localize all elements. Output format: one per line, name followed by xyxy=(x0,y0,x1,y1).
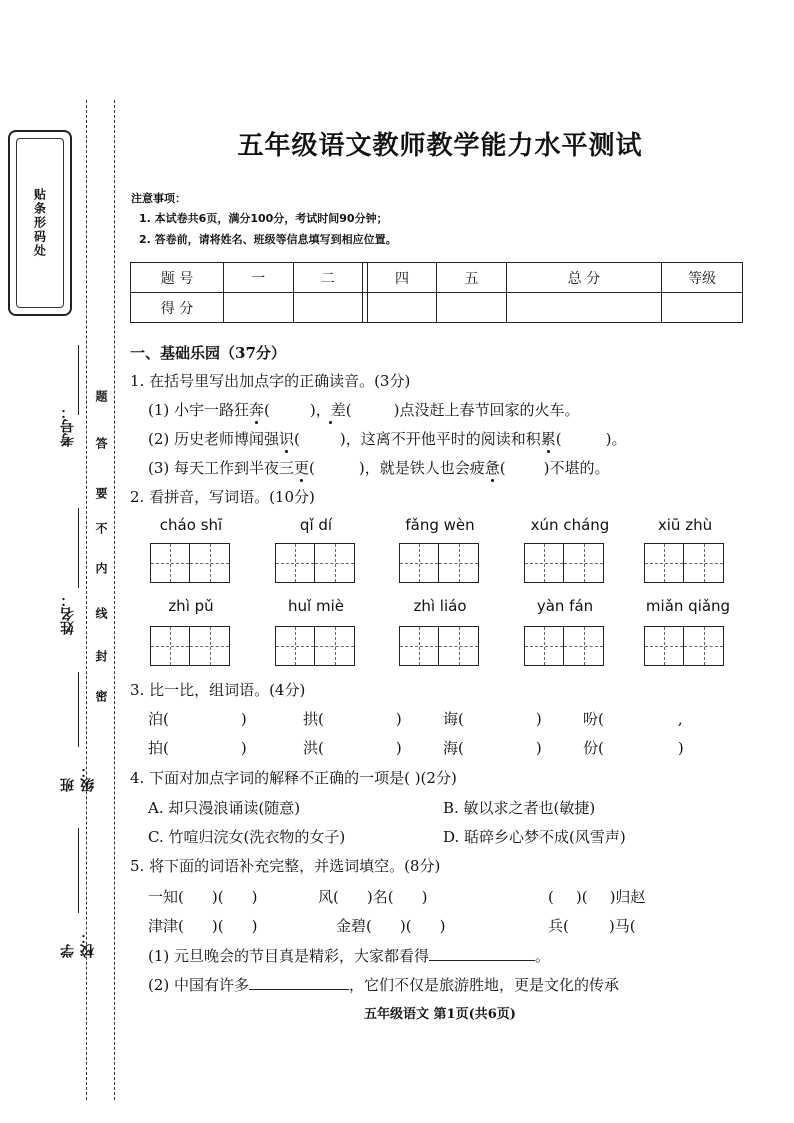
score-cell[interactable] xyxy=(367,293,437,323)
question-stem: 3. 比一比，组词语。(4分) xyxy=(130,681,306,699)
table-header: 五 xyxy=(437,263,507,293)
question-line: (1) 小宇一路狂奔( )，差( )点没赶上春节回家的火车。 xyxy=(148,401,580,419)
score-cell[interactable] xyxy=(293,293,363,323)
idiom-item: 津津( )( ) xyxy=(148,917,258,935)
tianzige-box[interactable] xyxy=(150,626,230,666)
pinyin-label: xiū zhù xyxy=(657,516,713,534)
tianzige-box[interactable] xyxy=(524,543,604,583)
name-field[interactable]: 姓名： xyxy=(54,508,94,638)
compare-item: 海( ) xyxy=(443,739,542,757)
table-header: 四 xyxy=(367,263,437,293)
question-stem: 1. 在括号里写出加点字的正确读音。(3分) xyxy=(130,372,411,390)
answer-blank[interactable] xyxy=(429,960,535,961)
table-row-label: 得 分 xyxy=(131,293,224,323)
school-field[interactable]: 学校： xyxy=(54,828,94,958)
seal-char: 要 xyxy=(94,487,108,499)
binding-dashed-line-inner xyxy=(114,100,115,1100)
tianzige-box[interactable] xyxy=(644,543,724,583)
tianzige-box[interactable] xyxy=(399,626,479,666)
barcode-box xyxy=(8,130,72,316)
class-field[interactable]: 班级： xyxy=(54,672,94,792)
exam-number-field[interactable]: 考号： xyxy=(54,345,94,465)
pinyin-label: yàn fán xyxy=(536,597,594,615)
score-cell[interactable] xyxy=(437,293,507,323)
pinyin-label: miǎn qiǎng xyxy=(645,597,731,615)
table-header: 等级 xyxy=(662,263,743,293)
tianzige-box[interactable] xyxy=(524,626,604,666)
idiom-item: 一知( )( ) xyxy=(148,888,258,906)
idiom-item: 风( )名( ) xyxy=(318,888,428,906)
idiom-item: 金碧( )( ) xyxy=(336,917,446,935)
score-cell[interactable] xyxy=(506,293,661,323)
pinyin-label: huǐ miè xyxy=(288,597,344,615)
note-item: 1. 本试卷共6页，满分100分，考试时间90分钟； xyxy=(139,212,388,225)
seal-char: 线 xyxy=(94,607,108,619)
question-line: (2) 历史老师博闻强识( )，这离不开他平时的阅读和积累( )。 xyxy=(148,430,627,448)
compare-item: 诲( ) xyxy=(443,710,542,728)
seal-char: 题 xyxy=(94,390,108,402)
option-d: D. 聒碎乡心梦不成(风雪声) xyxy=(443,828,626,846)
tianzige-box[interactable] xyxy=(399,543,479,583)
table-header: 二 xyxy=(293,263,363,293)
tianzige-box[interactable] xyxy=(644,626,724,666)
question-line: (3) 每天工作到半夜三更( )，就是铁人也会疲惫( )不堪的。 xyxy=(148,459,610,477)
option-a: A. 却只漫浪诵读(随意) xyxy=(148,799,301,817)
score-table xyxy=(130,262,743,323)
pinyin-label: fǎng wèn xyxy=(405,516,475,534)
tianzige-box[interactable] xyxy=(150,543,230,583)
note-item: 2. 答卷前，请将姓名、班级等信息填写到相应位置。 xyxy=(139,233,397,246)
seal-char: 不 xyxy=(94,522,108,534)
seal-char: 答 xyxy=(94,437,108,449)
table-header: 题 号 xyxy=(131,263,224,293)
page-footer: 五年级语文 第1页(共6页) xyxy=(364,1007,516,1022)
idiom-item: 兵( )马( xyxy=(548,917,636,935)
option-c: C. 竹喧归浣女(洗衣物的女子) xyxy=(148,828,346,846)
compare-item: 拱( ) xyxy=(303,710,402,728)
answer-blank[interactable] xyxy=(249,989,349,990)
seal-char: 内 xyxy=(94,562,108,574)
compare-item: 吩( , xyxy=(583,710,683,728)
question-stem: 2. 看拼音，写词语。(10分) xyxy=(130,488,315,506)
score-cell[interactable] xyxy=(224,293,294,323)
compare-item: 洪( ) xyxy=(303,739,402,757)
fill-sentence: (1) 元旦晚会的节目真是精彩，大家都看得 。 xyxy=(148,947,551,965)
table-header: 一 xyxy=(224,263,294,293)
pinyin-label: cháo shī xyxy=(159,516,223,534)
tianzige-box[interactable] xyxy=(275,543,355,583)
idiom-item: ( )( )归赵 xyxy=(548,888,646,906)
seal-char: 封 xyxy=(94,650,108,662)
pinyin-label: zhì liáo xyxy=(413,597,467,615)
table-header: 总 分 xyxy=(506,263,661,293)
tianzige-box[interactable] xyxy=(275,626,355,666)
section-heading: 一、基础乐园（37分） xyxy=(130,344,286,362)
notes-heading: 注意事项： xyxy=(131,192,186,205)
compare-item: 泊( ) xyxy=(148,710,247,728)
pinyin-label: xún cháng xyxy=(530,516,610,534)
seal-char: 密 xyxy=(94,690,108,702)
compare-item: 份( ) xyxy=(583,739,684,757)
compare-item: 拍( ) xyxy=(148,739,247,757)
fill-sentence: (2) 中国有许多 ，它们不仅是旅游胜地，更是文化的传承 xyxy=(148,976,620,994)
score-table-score-row xyxy=(131,293,743,323)
question-stem: 4. 下面对加点字词的解释不正确的一项是( )(2分) xyxy=(130,769,457,787)
page-title: 五年级语文教师教学能力水平测试 xyxy=(237,131,643,161)
pinyin-label: zhì pǔ xyxy=(168,597,214,615)
question-stem: 5. 将下面的词语补充完整，并选词填空。(8分) xyxy=(130,857,441,875)
pinyin-label: qǐ dí xyxy=(299,516,333,534)
option-b: B. 敏以求之者也(敏捷) xyxy=(443,799,596,817)
score-table-header-row xyxy=(131,263,743,293)
score-cell[interactable] xyxy=(662,293,743,323)
barcode-label: 贴条形码处 xyxy=(32,188,47,258)
